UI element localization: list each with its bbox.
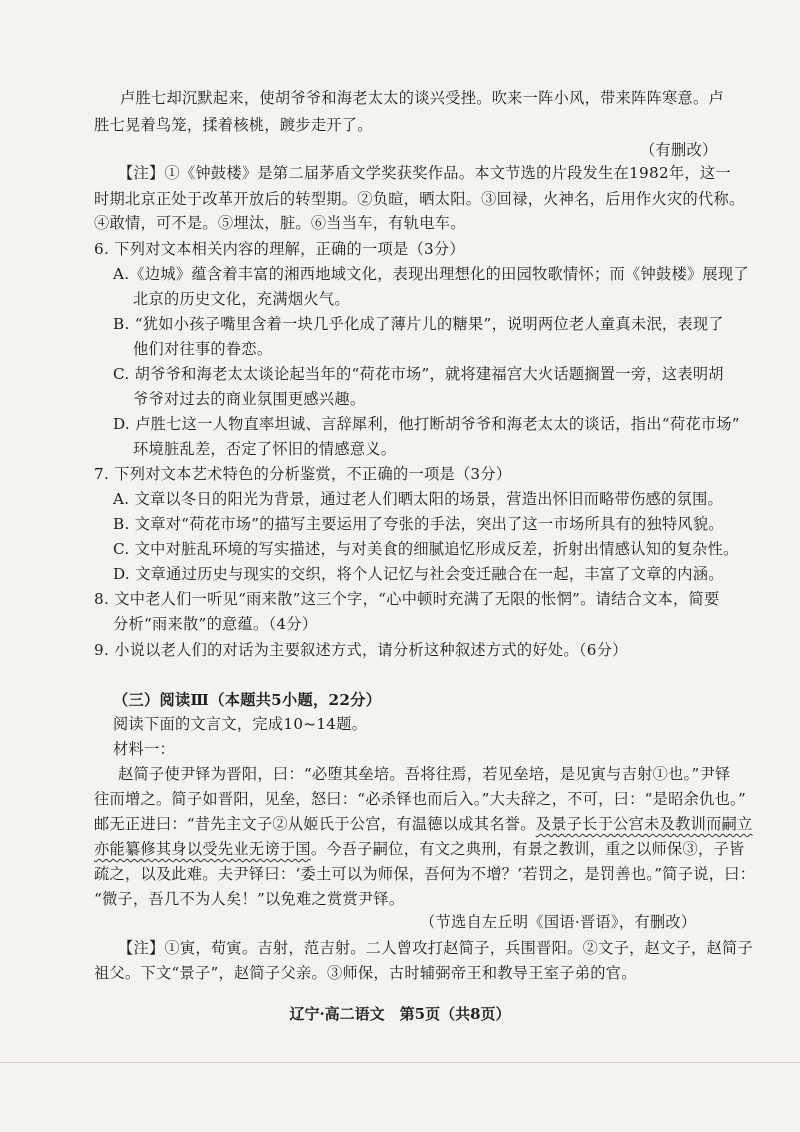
note1-line-2: 时期北京正处于改革开放后的转型期。②负暄，晒太阳。③回禄，火神名，后用作火灾的代称。 [94,190,745,208]
q6-option-d-line-1: D. 卢胜七这一人物直率坦诚、言辞犀利，他打断胡爷爷和海老太太的谈话，指出“荷花市场” [113,415,740,433]
section3-instruction: 阅读下面的文言文，完成10~14题。 [113,715,368,733]
classical-line-2: 往而增之。简子如晋阳，见垒，怒曰：“必杀铎也而后入。”大夫辞之，不可，曰：“是昭余仇也。” [94,790,747,808]
note1-line-3: ④敢情，可不是。⑤埋汰，脏。⑥当当车，有轨电车。 [94,214,466,232]
page-footer: 辽宁·高二语文 第5页（共8页） [289,1005,511,1023]
classical-line-6: “微子，吾几不为人矣！”以免难之赏赏尹铎。 [94,890,405,908]
q6-option-a-line-2: 北京的历史文化，充满烟火气。 [133,290,350,308]
q7-stem: 7. 下列对文本艺术特色的分析鉴赏，不正确的一项是（3分） [94,465,512,483]
scan-edge-line [0,1062,800,1063]
classical-source: （节选自左丘明《国语·晋语》，有删改） [420,913,697,931]
q6-option-c-line-1: C. 胡爷爷和海老太太谈论起当年的“荷花市场”，就将建福宫大火话题搁置一旁，这表明胡 [113,365,724,383]
q6-option-c-line-2: 爷爷对过去的商业氛围更感兴趣。 [133,390,366,408]
wavy-underlined-sentence-part-2: 亦能纂修其身以受先业无谤于国 [94,840,311,858]
q6-option-a-line-1: A.《边城》蕴含着丰富的湘西地域文化，表现出理想化的田园牧歌情怀；而《钟鼓楼》展现了 [113,265,749,283]
q7-option-a: A. 文章以冬日的阳光为背景，通过老人们晒太阳的场景，营造出怀旧而略带伤感的氛围。 [113,490,724,508]
classical-line-5: 疏之，以及此难。夫尹铎曰：‘委土可以为师保，吾何为不增？’若罚之，是罚善也。”简子说，曰： [94,865,756,883]
q9-line-1: 9. 小说以老人们的对话为主要叙述方式，请分析这种叙述方式的好处。（6分） [94,641,628,659]
story-source: （有删改） [640,141,718,159]
note2-line-1: 【注】①寅，荀寅。吉射，范吉射。二人曾攻打赵简子，兵围晋阳。②文子，赵文子，赵简子 [118,939,753,957]
classical-line-3 [94,814,753,834]
q7-option-d: D. 文章通过历史与现实的交织，将个人记忆与社会变迁融合在一起，丰富了文章的内涵。 [113,565,724,583]
wavy-underlined-sentence-part-1: 及景子长于公宫未及教训而嗣立 [535,815,753,833]
note1-line-1: 【注】①《钟鼓楼》是第二届茅盾文学奖获奖作品。本文节选的片段发生在1982年，这一 [118,164,731,182]
classical-line-4-text: 。今吾子嗣位，有文之典刑，有景之教训，重之以师保③，子皆 [310,840,745,858]
q7-option-c: C. 文中对脏乱环境的写实描述，与对美食的细腻追忆形成反差，折射出情感认知的复杂性。 [113,540,739,558]
q8-line-1: 8. 文中老人们一听见“雨来散”这三个字，“心中顿时充满了无限的怅惘”。请结合文本，简要 [94,590,720,608]
q6-stem: 6. 下列对文本相关内容的理解，正确的一项是（3分） [94,240,465,258]
q8-line-2: 分析“雨来散”的意蕴。（4分） [113,615,318,633]
q6-option-b-line-1: B. “犹如小孩子嘴里含着一块几乎化成了薄片儿的糖果”，说明两位老人童真未泯，表现了 [113,315,724,333]
story-end-line-2: 胜七晃着鸟笼，揉着核桃，踱步走开了。 [94,116,373,134]
classical-line-3-text: 邮无正进曰：“昔先主文子②从姬氏于公宫，有温德以成其名誉。 [94,815,536,833]
note2-line-2: 祖父。下文“景子”，赵简子父亲。③师保，古时辅弼帝王和教导王室子弟的官。 [94,964,637,982]
section3-heading: （三）阅读Ⅲ（本题共5小题，22分） [113,691,382,709]
q7-option-b: B. 文章对“荷花市场”的描写主要运用了夸张的手法，突出了这一市场所具有的独特风貌。 [113,515,724,533]
classical-line-4 [94,839,744,859]
classical-line-1: 赵简子使尹铎为晋阳，曰：“必堕其垒培。吾将往焉，若见垒培，是见寅与吉射①也。”尹铎 [118,765,731,783]
material-label: 材料一： [113,740,175,758]
story-end-line-1: 卢胜七却沉默起来，使胡爷爷和海老太太的谈兴受挫。吹来一阵小风，带来阵阵寒意。卢 [120,89,725,107]
q6-option-d-line-2: 环境脏乱差，否定了怀旧的情感意义。 [133,440,397,458]
q6-option-b-line-2: 他们对往事的眷恋。 [133,340,273,358]
